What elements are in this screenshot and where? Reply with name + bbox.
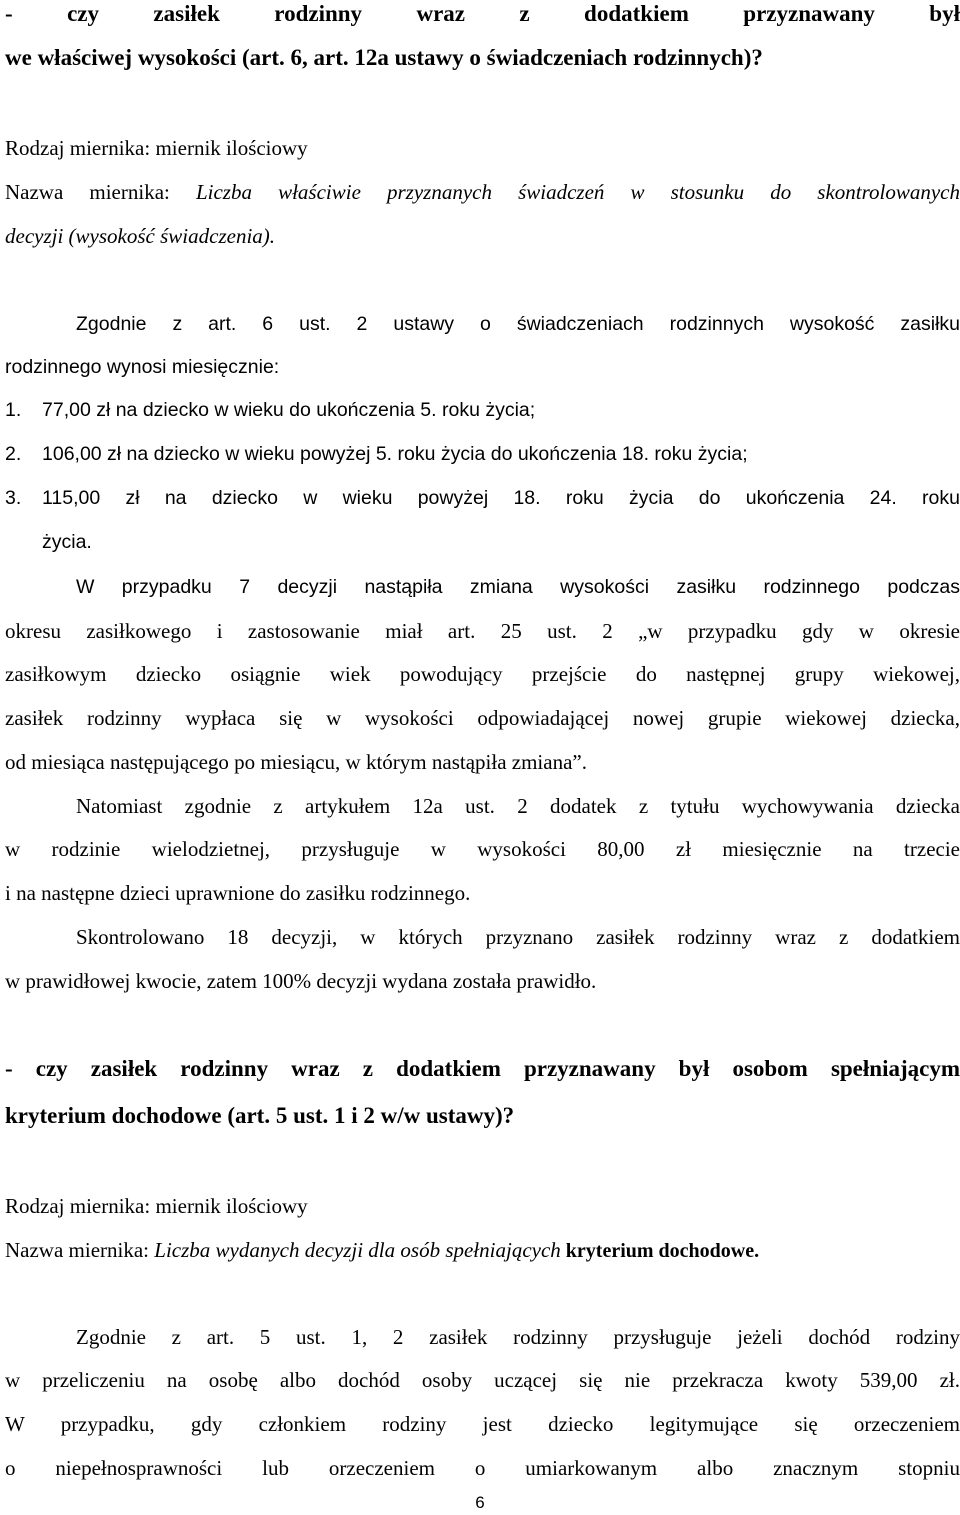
- section2-p1-line2: w przeliczeniu na osobę albo dochód osoby uczącej się nie przekracza kwoty 539,00 zł.: [5, 1368, 960, 1392]
- list-item: 77,00 zł na dziecko w wieku do ukończenia 5. roku życia;: [42, 399, 536, 421]
- section1-meter-type: Rodzaj miernika: miernik ilościowy: [5, 136, 308, 160]
- section1-p2-line3: i na następne dzieci uprawnione do zasiłku rodzinnego.: [5, 881, 471, 905]
- section2-p1-line3: W przypadku, gdy członkiem rodziny jest dziecko legitymujące się orzeczeniem: [5, 1412, 960, 1436]
- section2-p1-line4: o niepełnosprawności lub orzeczeniem o umiarkowanym albo znacznym stopniu: [5, 1456, 960, 1480]
- section1-p1-line2: okresu zasiłkowego i zastosowanie miał art. 25 ust. 2 „w przypadku gdy w okresie: [5, 619, 960, 643]
- section1-meter-name-line2: decyzji (wysokość świadczenia).: [5, 224, 276, 248]
- section1-meter-name-line1: Nazwa miernika: Liczba właściwie przyznanych świadczeń w stosunku do skontrolowanych: [5, 180, 960, 204]
- section1-p1-line1: W przypadku 7 decyzji nastąpiła zmiana wysokości zasiłku rodzinnego podczas: [76, 576, 960, 598]
- section1-p3-line2: w prawidłowej kwocie, zatem 100% decyzji wydana została prawidło.: [5, 969, 597, 993]
- section1-intro-line2: rodzinnego wynosi miesięcznie:: [5, 356, 280, 378]
- section1-heading-line1: - czy zasiłek rodzinny wraz z dodatkiem przyznawany był: [5, 1, 960, 26]
- list-item-continuation: życia.: [42, 531, 92, 553]
- list-item-number: 1.: [5, 399, 22, 421]
- section1-p1-line5: od miesiąca następującego po miesiącu, w którym nastąpiła zmiana”.: [5, 750, 587, 774]
- list-item: 115,00 zł na dziecko w wieku powyżej 18. roku życia do ukończenia 24. roku: [42, 487, 960, 509]
- list-item: 106,00 zł na dziecko w wieku powyżej 5. roku życia do ukończenia 18. roku życia;: [42, 443, 748, 465]
- list-item-number: 2.: [5, 443, 22, 465]
- section1-intro-line1: Zgodnie z art. 6 ust. 2 ustawy o świadczeniach rodzinnych wysokość zasiłku: [76, 313, 960, 335]
- section2-meter-type: Rodzaj miernika: miernik ilościowy: [5, 1194, 308, 1218]
- section2-meter-name: Nazwa miernika: Liczba wydanych decyzji dla osób spełniających kryterium dochodowe.: [5, 1238, 760, 1262]
- section2-p1-line1: Zgodnie z art. 5 ust. 1, 2 zasiłek rodzinny przysługuje jeżeli dochód rodziny: [76, 1325, 960, 1349]
- section2-heading-line1: - czy zasiłek rodzinny wraz z dodatkiem przyznawany był osobom spełniającym: [5, 1056, 960, 1081]
- section1-p2-line1: Natomiast zgodnie z artykułem 12a ust. 2 dodatek z tytułu wychowywania dziecka: [76, 794, 960, 818]
- section1-heading-line2: we właściwej wysokości (art. 6, art. 12a ustawy o świadczeniach rodzinnych)?: [5, 45, 763, 70]
- section2-heading-line2: kryterium dochodowe (art. 5 ust. 1 i 2 w/w ustawy)?: [5, 1103, 515, 1128]
- section1-p3-line1: Skontrolowano 18 decyzji, w których przyznano zasiłek rodzinny wraz z dodatkiem: [76, 925, 960, 949]
- section1-p1-line3: zasiłkowym dziecko osiągnie wiek powodujący przejście do następnej grupy wiekowej,: [5, 662, 960, 686]
- page-number: 6: [475, 1493, 485, 1512]
- list-item-number: 3.: [5, 487, 22, 509]
- section1-p2-line2: w rodzinie wielodzietnej, przysługuje w wysokości 80,00 zł miesięcznie na trzecie: [5, 837, 960, 861]
- section1-p1-line4: zasiłek rodzinny wypłaca się w wysokości odpowiadającej nowej grupie wiekowej dziecka,: [5, 706, 960, 730]
